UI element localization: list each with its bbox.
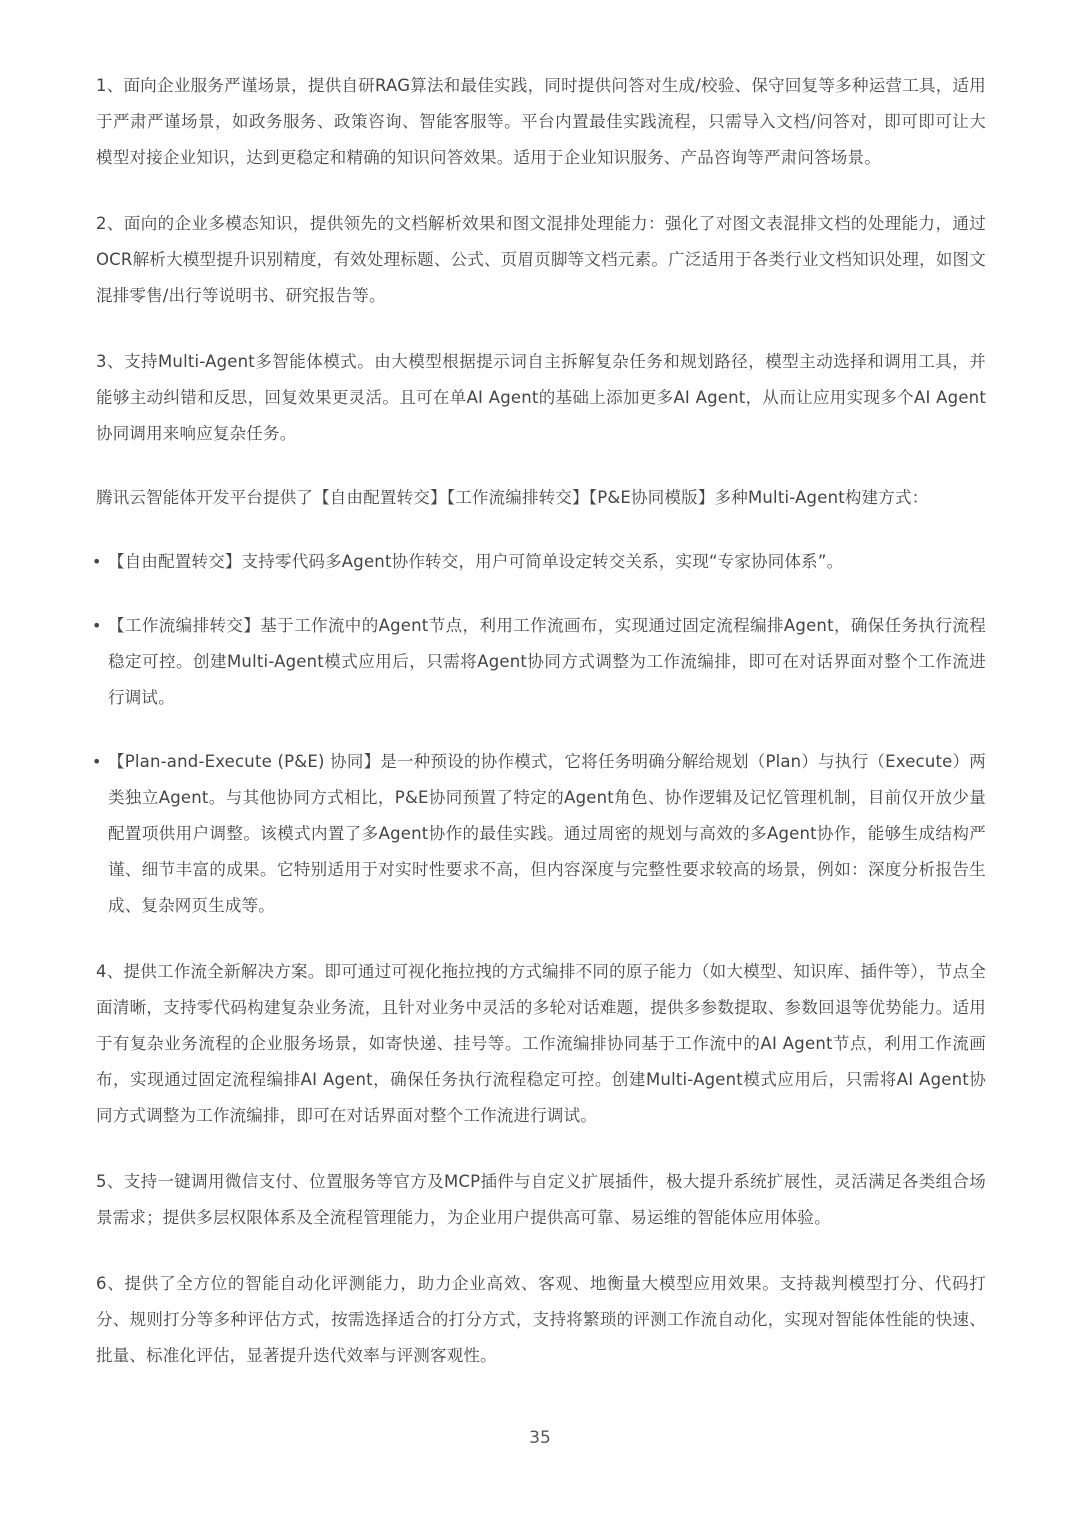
bullet-text: 【Plan-and-Execute (P&E) 协同】是一种预设的协作模式，它将任务明确分解给规划（Plan）与执行（Execute）两类独立Agent。与其他协同方式相比，P&E协同预置了特定的Agent角色、协作逻辑及记忆管理机制，目前仅开放少量配置项供用户调整。该模式内置了多Agent协作的最佳实践。通过周密的规划与高效的多Agent协作，能够生成结构严谨、细节丰富的成果。它特别适用于对实时性要求不高，但内容深度与完整性要求较高的场景，例如：深度分析报告生成、复杂网页生成等。 <box>108 752 986 915</box>
bullet-icon: • <box>92 552 102 571</box>
page-content <box>92 68 986 1374</box>
paragraph-5: 5、支持一键调用微信支付、位置服务等官方及MCP插件与自定义扩展插件，极大提升系统扩展性，灵活满足各类组合场景需求；提供多层权限体系及全流程管理能力，为企业用户提供高可靠、易运维的智能体应用体验。 <box>96 1172 986 1227</box>
bullet-item <box>92 544 986 580</box>
bullet-icon: • <box>92 616 102 635</box>
paragraph-4: 4、提供工作流全新解决方案。即可通过可视化拖拉拽的方式编排不同的原子能力（如大模型、知识库、插件等），节点全面清晰，支持零代码构建复杂业务流，且针对业务中灵活的多轮对话难题，提供多参数提取、参数回退等优势能力。适用于有复杂业务流程的企业服务场景，如寄快递、挂号等。工作流编排协同基于工作流中的AI Agent节点，利用工作流画布，实现通过固定流程编排AI Agent，确保任务执行流程稳定可控。创建Multi-Agent模式应用后，只需将AI Agent协同方式调整为工作流编排，即可在对话界面对整个工作流进行调试。 <box>96 962 986 1125</box>
bullet-icon: • <box>92 752 102 771</box>
bullet-text: 【工作流编排转交】基于工作流中的Agent节点，利用工作流画布，实现通过固定流程编排Agent，确保任务执行流程稳定可控。创建Multi-Agent模式应用后，只需将Agent协同方式调整为工作流编排，即可在对话界面对整个工作流进行调试。 <box>108 616 986 707</box>
paragraph-1: 1、面向企业服务严谨场景，提供自研RAG算法和最佳实践，同时提供问答对生成/校验、保守回复等多种运营工具，适用于严肃严谨场景，如政务服务、政策咨询、智能客服等。平台内置最佳实践流程，只需导入文档/问答对，即可即可让大模型对接企业知识，达到更稳定和精确的知识问答效果。适用于企业知识服务、产品咨询等严肃问答场景。 <box>96 76 986 167</box>
paragraph-2: 2、面向的企业多模态知识，提供领先的文档解析效果和图文混排处理能力：强化了对图文表混排文档的处理能力，通过OCR解析大模型提升识别精度，有效处理标题、公式、页眉页脚等文档元素。广泛适用于各类行业文档知识处理，如图文混排零售/出行等说明书、研究报告等。 <box>96 214 986 305</box>
bullet-item <box>92 744 986 924</box>
multi-agent-intro: 腾讯云智能体开发平台提供了【自由配置转交】【工作流编排转交】【P&E协同模版】多种Multi-Agent构建方式： <box>96 488 929 507</box>
page-number: 35 <box>529 1428 551 1448</box>
paragraph-3: 3、支持Multi-Agent多智能体模式。由大模型根据提示词自主拆解复杂任务和规划路径，模型主动选择和调用工具，并能够主动纠错和反思，回复效果更灵活。且可在单AI Agent的基础上添加更多AI Agent，从而让应用实现多个AI Agent协同调用来响应复杂任务。 <box>96 352 986 443</box>
paragraph-6: 6、提供了全方位的智能自动化评测能力，助力企业高效、客观、地衡量大模型应用效果。支持裁判模型打分、代码打分、规则打分等多种评估方式，按需选择适合的打分方式，支持将繁琐的评测工作流自动化，实现对智能体性能的快速、批量、标准化评估，显著提升迭代效率与评测客观性。 <box>96 1274 986 1365</box>
bullet-text: 【自由配置转交】支持零代码多Agent协作转交，用户可简单设定转交关系，实现“专家协同体系”。 <box>108 552 844 571</box>
bullet-item <box>92 608 986 716</box>
